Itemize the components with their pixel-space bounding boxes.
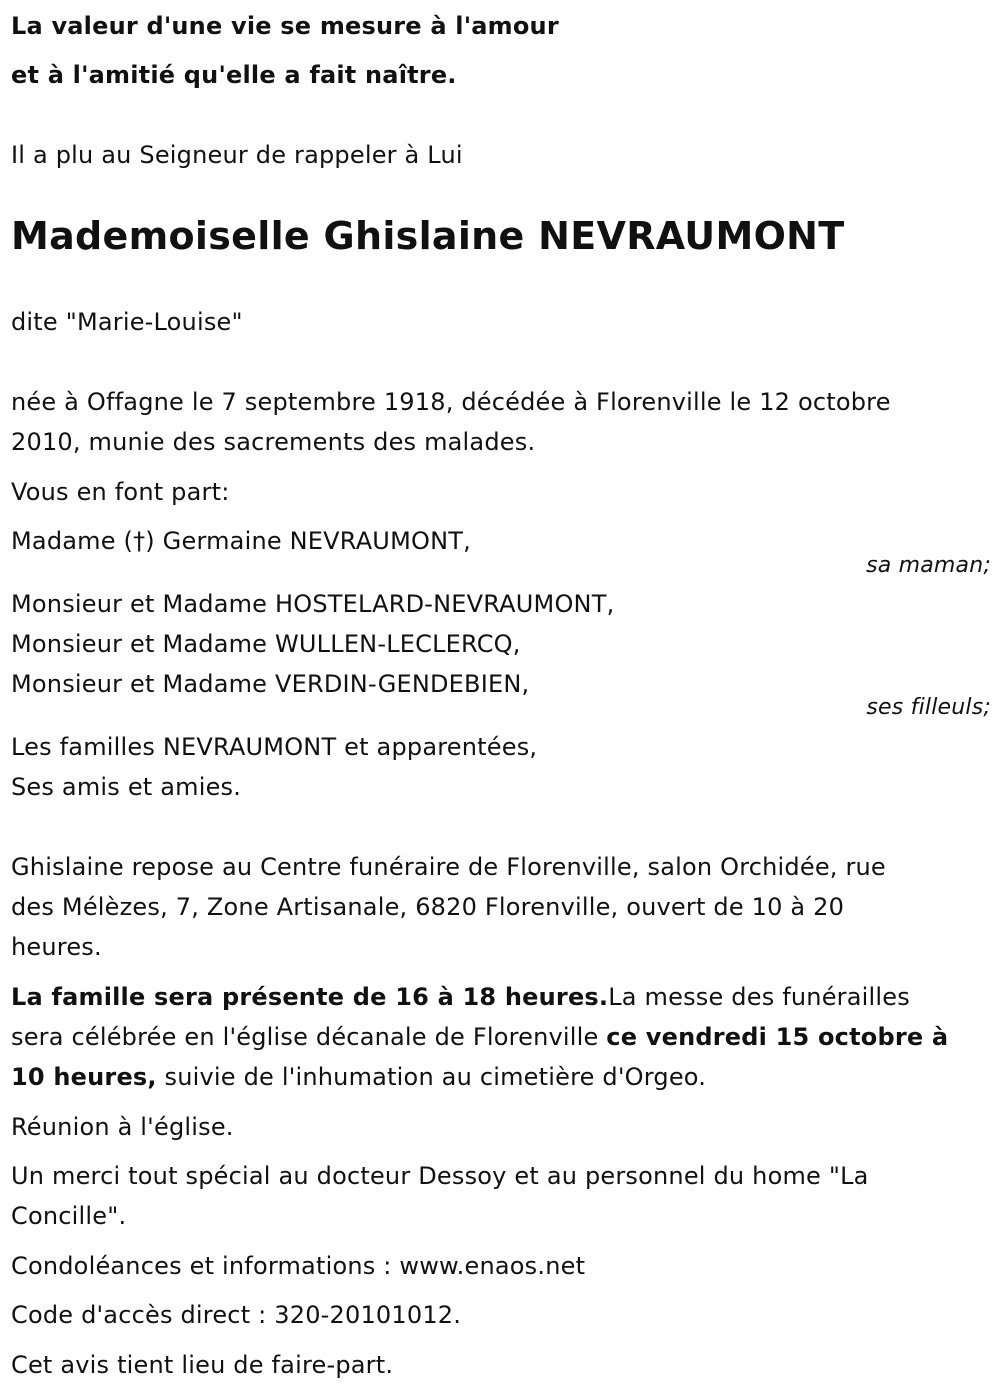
friends-line: Ses amis et amies. <box>11 773 242 801</box>
funeral-line-1 <box>11 977 910 1017</box>
godchild-line-1: Monsieur et Madame HOSTELARD-NEVRAUMONT, <box>11 590 615 618</box>
announce-text: Vous en font part: <box>11 478 230 506</box>
repose-line-1: Ghislaine repose au Centre funéraire de Florenville, salon Orchidée, rue <box>11 853 886 881</box>
godchild-line-3: Monsieur et Madame VERDIN-GENDEBIEN, <box>11 670 530 698</box>
families-line: Les familles NEVRAUMONT et apparentées, <box>11 733 538 761</box>
meeting-text: Réunion à l'église. <box>11 1113 234 1141</box>
funeral-line-2 <box>11 1017 948 1057</box>
mass-intro: La messe des funérailles <box>608 983 910 1011</box>
motto-line-2: et à l'amitié qu'elle a fait naître. <box>11 61 457 89</box>
mother-line: Madame (†) Germaine NEVRAUMONT, <box>11 527 471 555</box>
dates-line-2: 2010, munie des sacrements des malades. <box>11 428 536 456</box>
funeral-line-3 <box>11 1057 706 1097</box>
motto-line-1: La valeur d'une vie se mesure à l'amour <box>11 12 559 40</box>
dates-line-1: née à Offagne le 7 septembre 1918, décédée à Florenville le 12 octobre <box>11 388 891 416</box>
family-presence: La famille sera présente de 16 à 18 heures. <box>11 983 609 1011</box>
closing-text: Cet avis tient lieu de faire-part. <box>11 1351 394 1379</box>
mass-location: sera célébrée en l'église décanale de Florenville <box>11 1023 607 1051</box>
thanks-line-2: Concille". <box>11 1202 127 1230</box>
mother-role: sa maman; <box>866 553 991 578</box>
godchild-line-2: Monsieur et Madame WULLEN-LECLERCQ, <box>11 630 521 658</box>
thanks-line-1: Un merci tout spécial au docteur Dessoy et au personnel du home "La <box>11 1162 869 1190</box>
repose-line-2: des Mélèzes, 7, Zone Artisanale, 6820 Florenville, ouvert de 10 à 20 <box>11 893 845 921</box>
repose-line-3: heures. <box>11 933 102 961</box>
funeral-time: 10 heures, <box>11 1063 157 1091</box>
deceased-alias: dite "Marie-Louise" <box>11 308 243 336</box>
access-code: Code d'accès direct : 320-20101012. <box>11 1301 462 1329</box>
condolences-text: Condoléances et informations : www.enaos.net <box>11 1252 586 1280</box>
deceased-name: Mademoiselle Ghislaine NEVRAUMONT <box>11 214 845 258</box>
funeral-date: ce vendredi 15 octobre à <box>606 1023 949 1051</box>
godchildren-role: ses filleuls; <box>866 695 991 720</box>
intro-text: Il a plu au Seigneur de rappeler à Lui <box>11 141 463 169</box>
burial-text: suivie de l'inhumation au cimetière d'Orgeo. <box>156 1063 707 1091</box>
